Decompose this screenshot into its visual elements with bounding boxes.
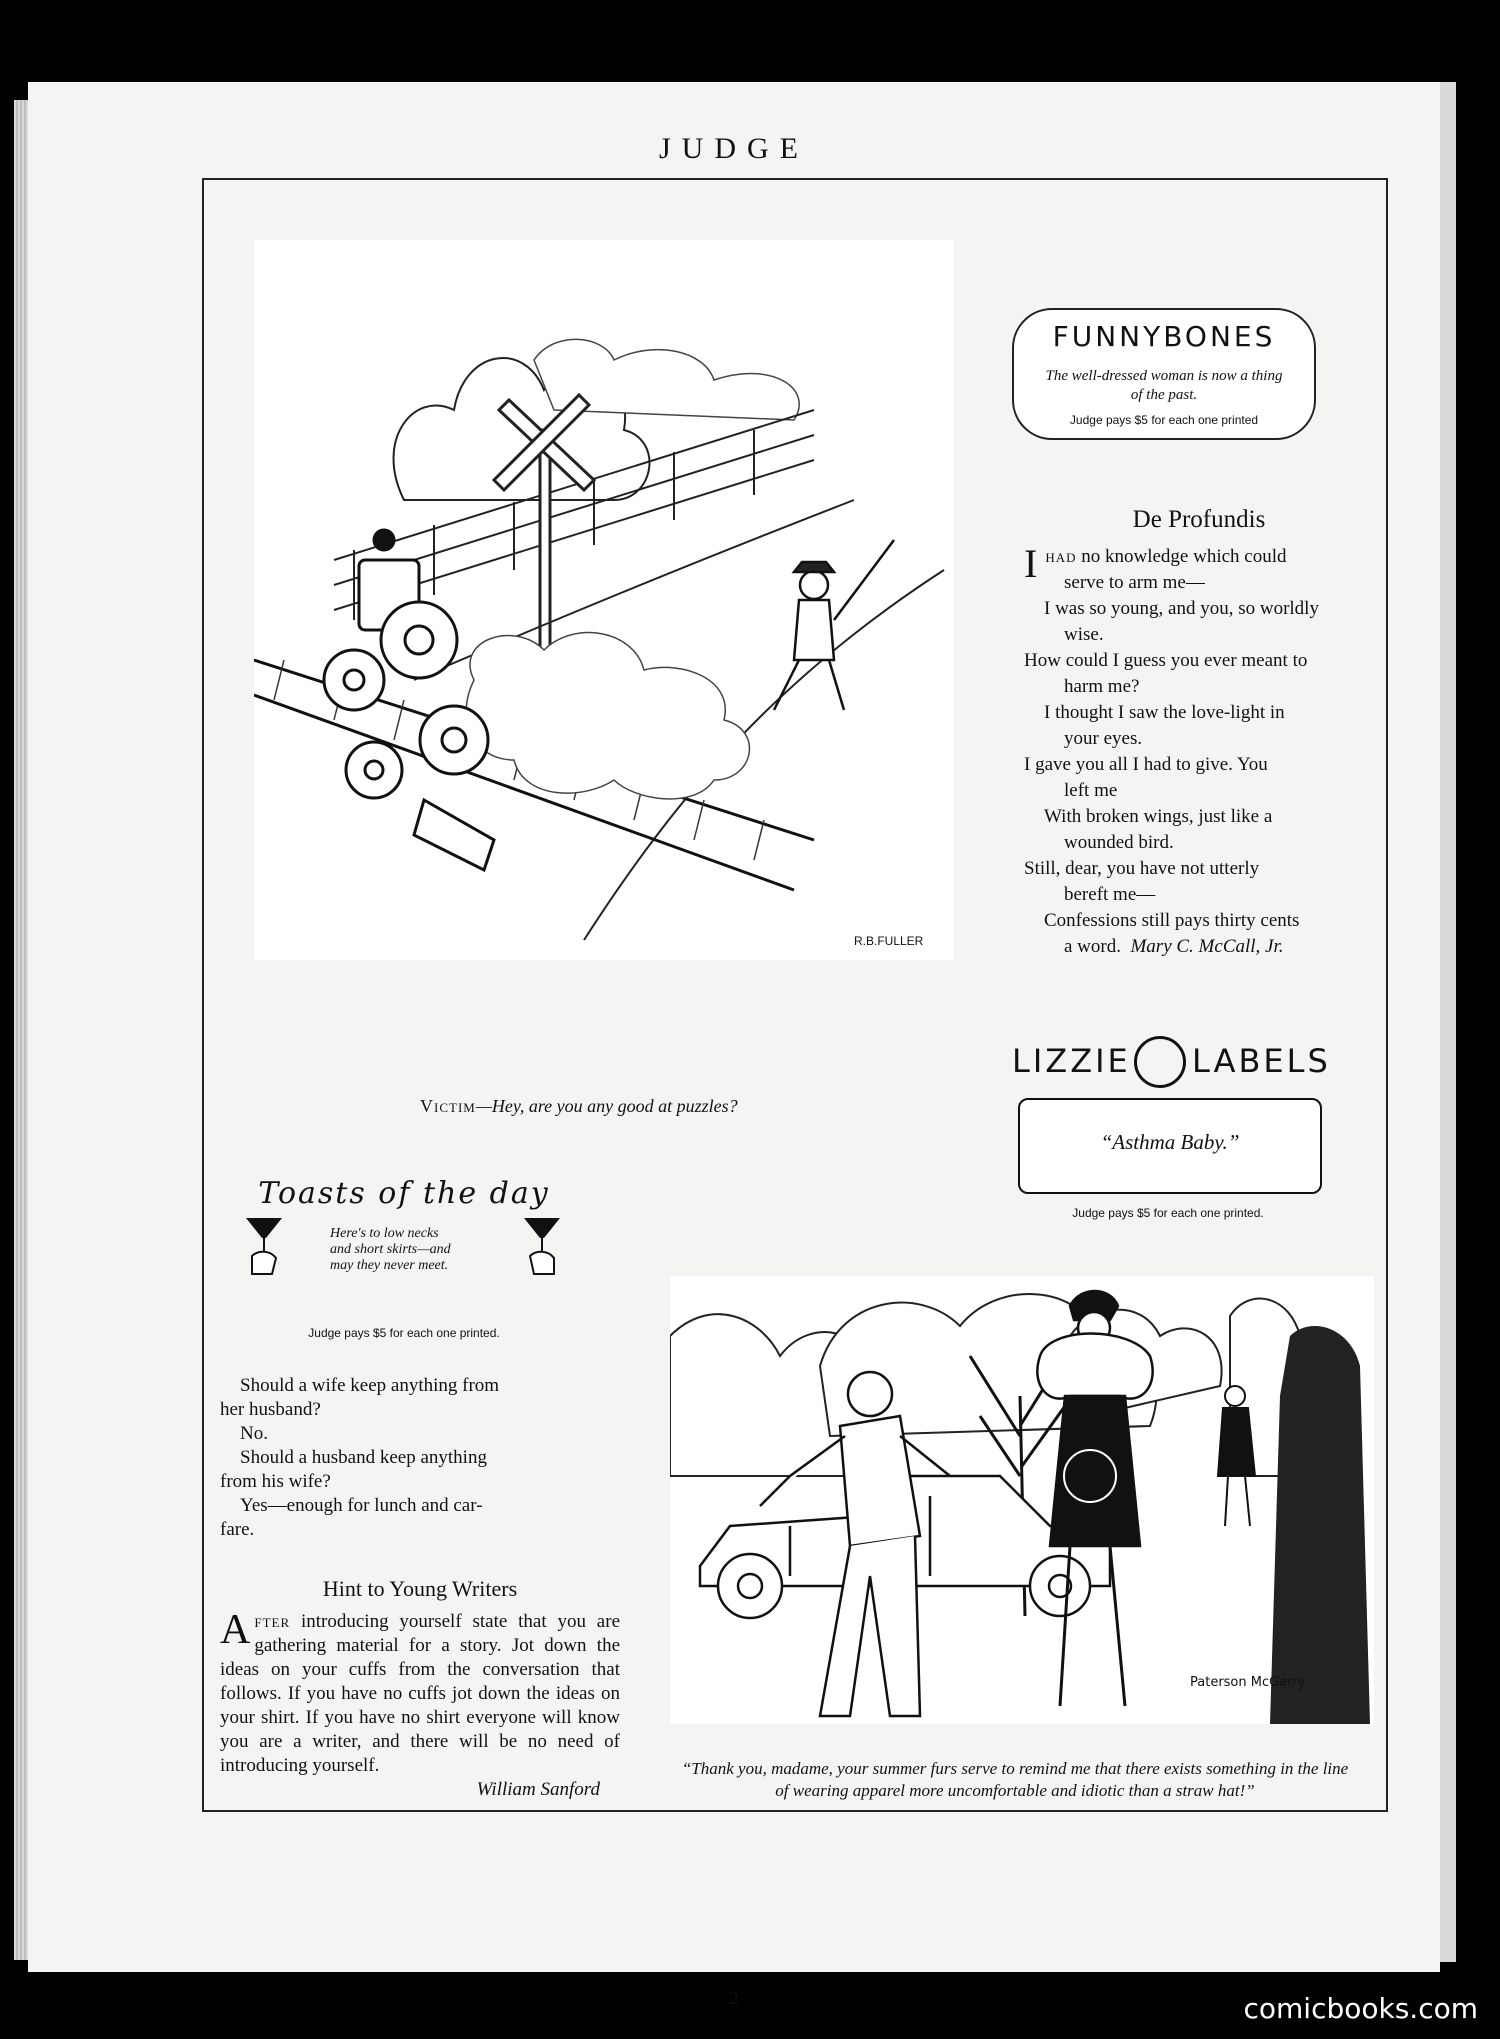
toasts-text-line: Here's to low necks xyxy=(330,1226,439,1241)
poem-dropcap: I xyxy=(1024,541,1038,586)
lizzie-labels-box xyxy=(1018,1098,1322,1194)
content-frame xyxy=(202,178,1388,1812)
funnybones-box xyxy=(1012,308,1316,440)
dialogue-line: No. xyxy=(240,1423,268,1444)
hint-dropcap: A xyxy=(220,1607,251,1653)
cartoon1-caption-text: —Hey, are you any good at puzzles? xyxy=(475,1096,738,1116)
cartoon2-signature: Paterson McGarry xyxy=(1190,1675,1306,1690)
steering-wheel-icon xyxy=(1134,1036,1186,1088)
raised-glass-left-icon xyxy=(244,1216,284,1276)
hint-body: introducing yourself state that you are gathering material for a story. Jot down the ideas on your cuffs from the conversation that follows. If you have no cuffs jot down the ideas on your shirt. If you have no shirt everyone will know you are a writer, and there will be no need of introducing yourself. xyxy=(220,1611,620,1776)
funnybones-footer: Judge pays $5 for each one printed xyxy=(1069,413,1259,427)
poem-line: With broken wings, just like a xyxy=(1044,806,1273,827)
poem-line: Still, dear, you have not utterly xyxy=(1024,858,1260,879)
poem-line: a word. xyxy=(1064,936,1121,957)
hint-to-young-writers xyxy=(220,1576,620,1802)
poem-first-word: had xyxy=(1045,546,1077,567)
poem-line: wounded bird. xyxy=(1064,832,1174,853)
magazine-page xyxy=(28,82,1440,2008)
funnybones-text: The well-dressed woman is now a thing of the past. xyxy=(1045,368,1283,403)
dialogue-line: Yes—enough for lunch and car- xyxy=(240,1495,483,1516)
poem-title: De Profundis xyxy=(1132,506,1266,533)
poem-line: harm me? xyxy=(1064,676,1140,697)
site-watermark: comicbooks.com xyxy=(1243,1992,1478,2025)
cartoon1-caption-speaker: Victim xyxy=(420,1096,476,1116)
poem-line: your eyes. xyxy=(1064,728,1143,749)
poem-line: wise. xyxy=(1064,624,1104,645)
toasts-footer: Judge pays $5 for each one printed. xyxy=(308,1326,500,1340)
lizzie-footer: Judge pays $5 for each one printed. xyxy=(1072,1206,1264,1220)
poem-line: How could I guess you ever meant to xyxy=(1024,650,1308,671)
lizzie-text: “Asthma Baby.” xyxy=(1100,1130,1240,1154)
poem-line: bereft me— xyxy=(1064,884,1156,905)
husband-wife-dialogue xyxy=(220,1374,620,1542)
poem-line: no knowledge which could xyxy=(1076,546,1287,567)
hint-author: William Sanford xyxy=(476,1779,600,1800)
hint-title: Hint to Young Writers xyxy=(322,1576,518,1601)
cartoon1-signature: R.B.FULLER xyxy=(854,934,924,948)
dialogue-line: from his wife? xyxy=(220,1471,331,1492)
lizzie-labels-heading xyxy=(1012,1036,1332,1086)
funnybones-title: FUNNYBONES xyxy=(1052,320,1276,353)
poem-line: I was so young, and you, so worldly xyxy=(1044,598,1319,619)
toasts-text-line: and short skirts—and xyxy=(330,1242,451,1257)
lizzie-title-right: LABELS xyxy=(1192,1042,1331,1080)
railroad-cartoon-illustration xyxy=(254,240,954,960)
poem-author: Mary C. McCall, Jr. xyxy=(1130,936,1284,957)
furs-cartoon-illustration xyxy=(670,1276,1374,1724)
page-number: 2 xyxy=(729,1988,739,2008)
dialogue-line: Should a husband keep anything xyxy=(240,1447,487,1468)
poem-line: Confessions still pays thirty cents xyxy=(1044,910,1300,931)
toasts-title: Toasts of the day xyxy=(258,1176,550,1211)
toasts-panel xyxy=(244,1176,564,1298)
toasts-text-line: may they never meet. xyxy=(330,1258,449,1273)
poem-line: I gave you all I had to give. You xyxy=(1024,754,1268,775)
poem-line: left me xyxy=(1064,780,1118,801)
hint-first-word: fter xyxy=(254,1611,291,1632)
dialogue-line: Should a wife keep anything from xyxy=(240,1375,500,1396)
cartoon2-caption: “Thank you, madame, your summer furs serve to remind me that there exists something in the line of wearing apparel more uncomfortable and idiotic than a straw hat!” xyxy=(681,1759,1349,1800)
poem-de-profundis xyxy=(1024,506,1374,960)
dialogue-line: fare. xyxy=(220,1519,255,1540)
raised-glass-right-icon xyxy=(522,1216,562,1276)
cartoon1-caption xyxy=(420,1096,738,1117)
poem-line: serve to arm me— xyxy=(1064,572,1205,593)
poem-line: I thought I saw the love-light in xyxy=(1044,702,1285,723)
lizzie-title-left: LIZZIE xyxy=(1012,1042,1131,1080)
dialogue-line: her husband? xyxy=(220,1399,321,1420)
masthead: JUDGE xyxy=(659,132,809,165)
